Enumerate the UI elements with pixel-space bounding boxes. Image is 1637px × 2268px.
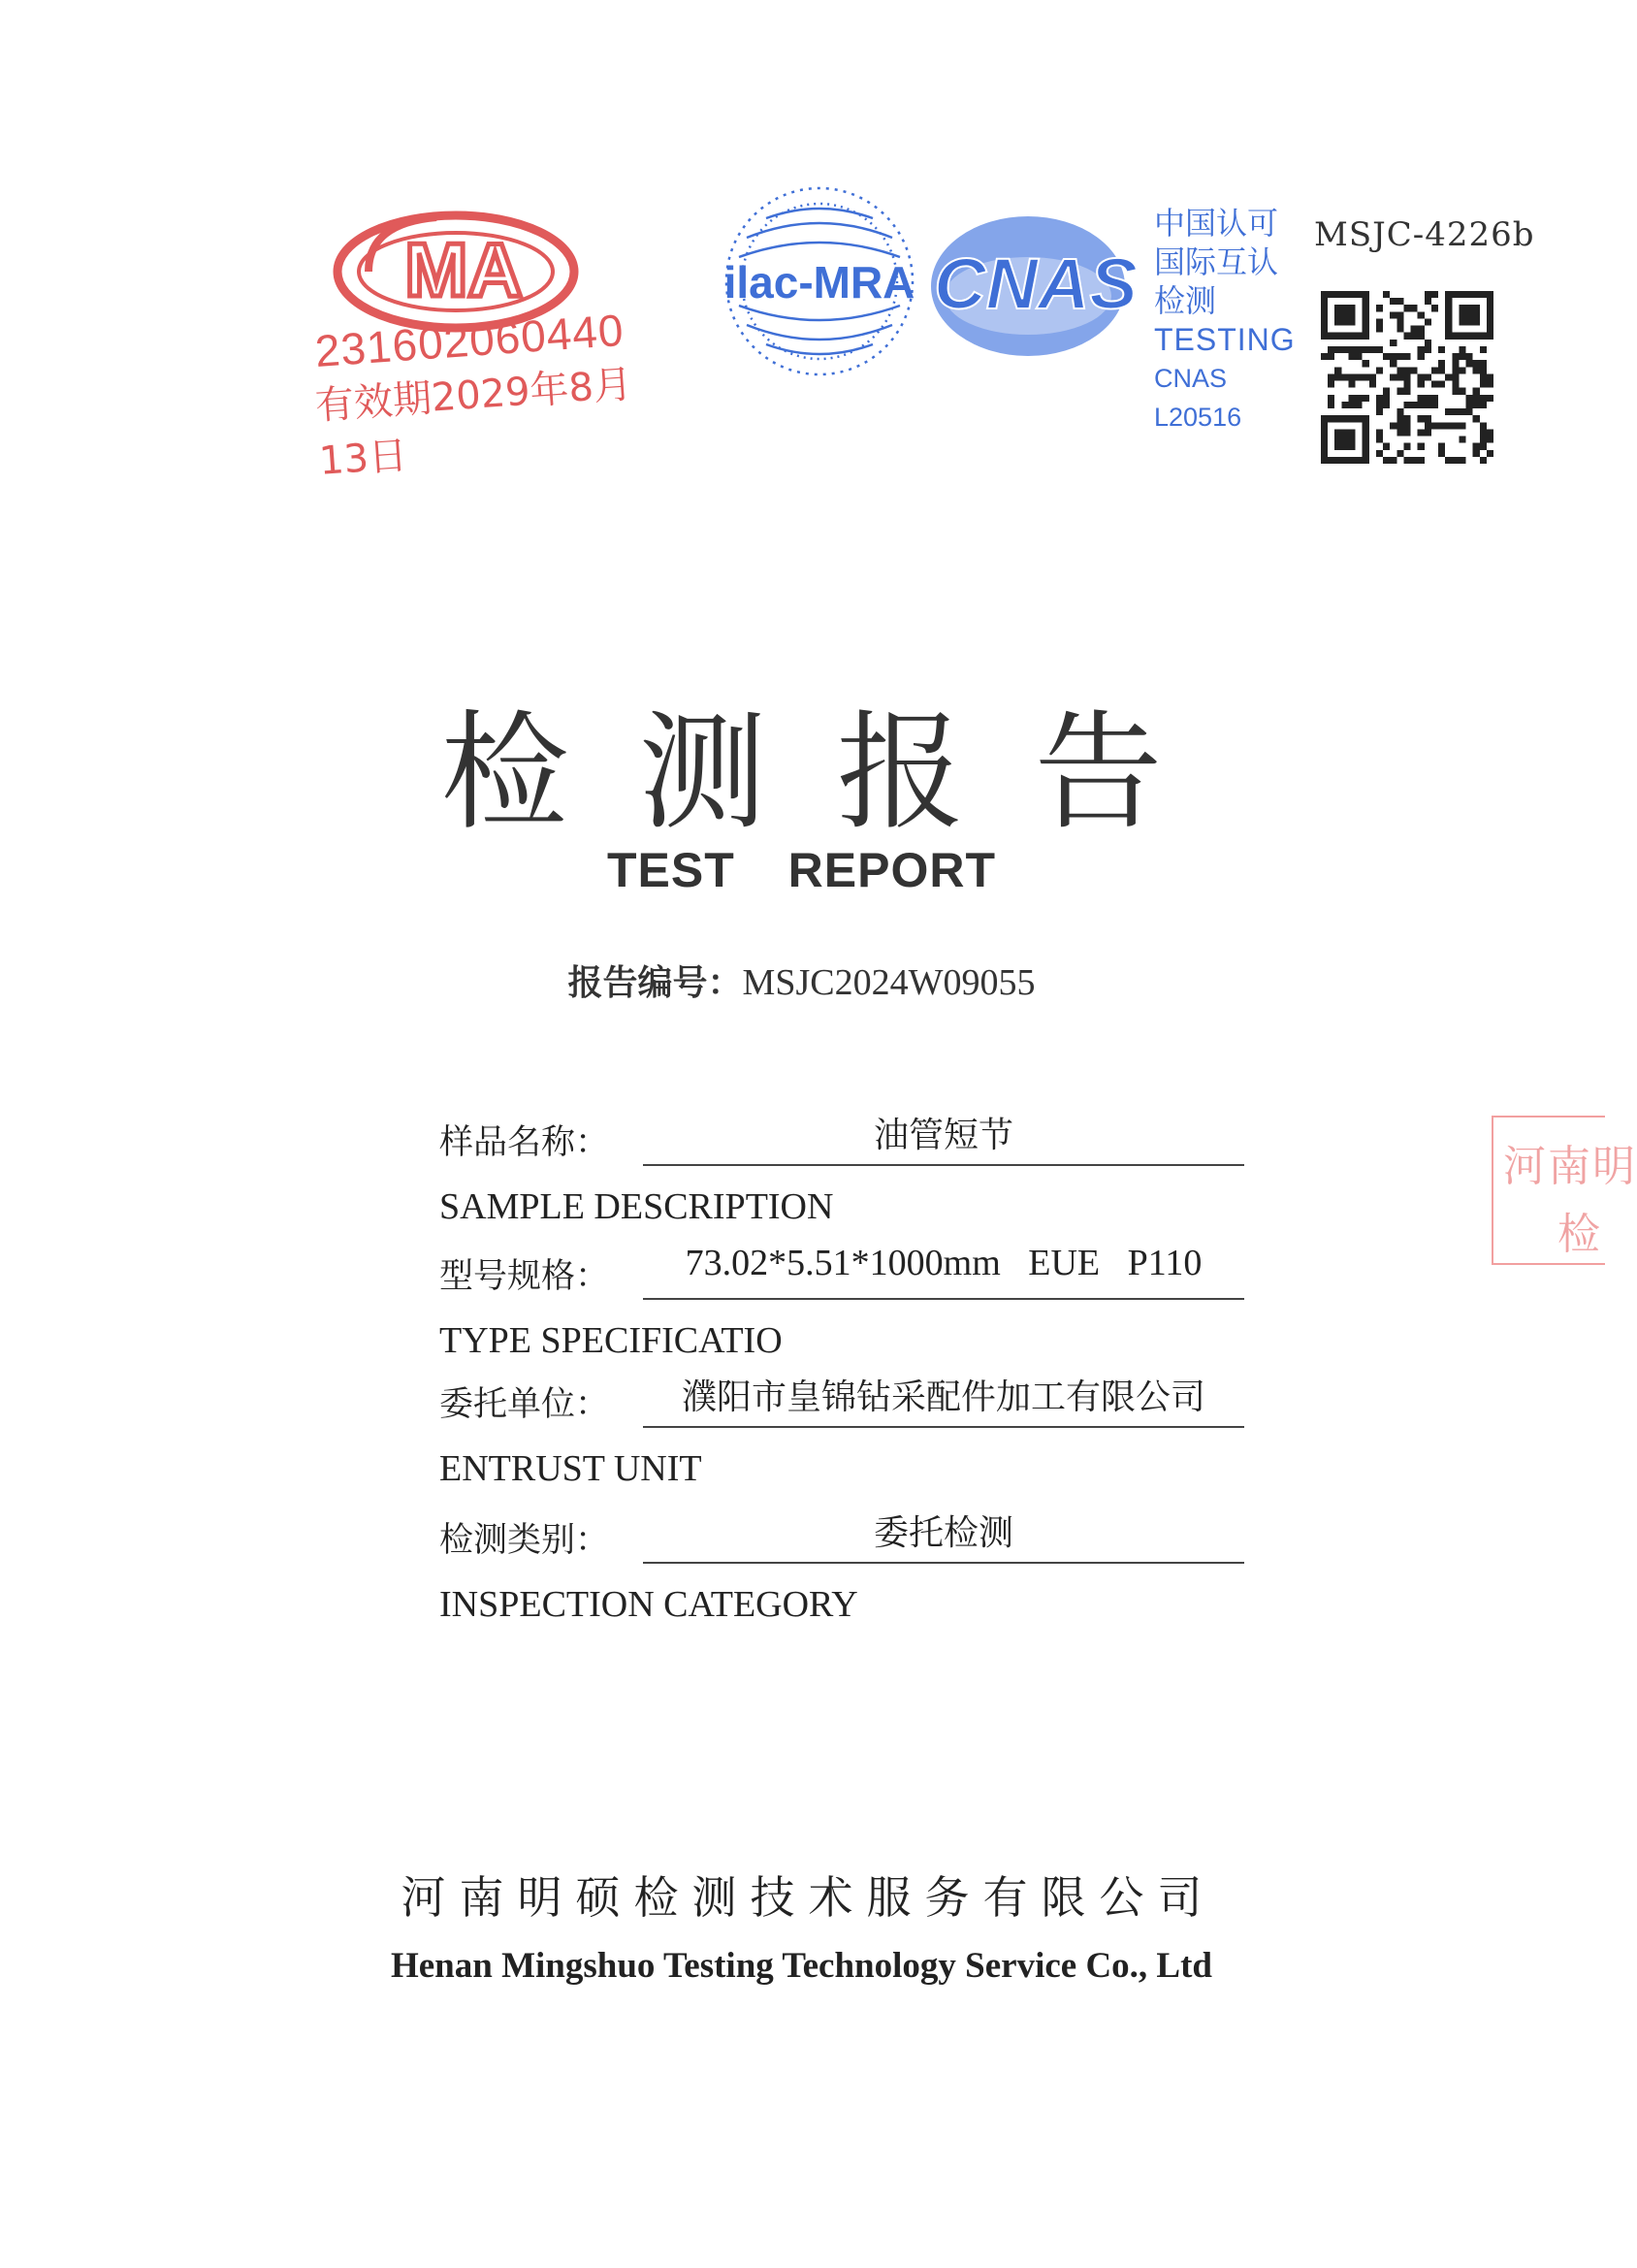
- field-value: 委托检测: [873, 1513, 1013, 1553]
- report-number-label: 报告编号：: [567, 963, 743, 1003]
- cnas-accreditation-text: [1154, 204, 1300, 437]
- cnas-emblem-icon: [921, 204, 1144, 369]
- cnas-line-1: 中国认可: [1154, 205, 1279, 242]
- seam-seal-stamp: [1492, 1116, 1637, 1265]
- report-number-value: MSJC2024W09055: [742, 962, 1036, 1003]
- field-label-cn: 样品名称：: [439, 1123, 610, 1162]
- cma-number: 231602060440: [313, 304, 626, 376]
- cnas-line-4: TESTING: [1154, 322, 1296, 357]
- field-underline: [643, 1298, 1244, 1300]
- field-label-cn: 委托单位：: [439, 1385, 610, 1424]
- cnas-logo: [921, 204, 1144, 369]
- field-underline: [643, 1164, 1244, 1166]
- field-underline: [643, 1426, 1244, 1428]
- seam-seal-line-1: 河南明: [1503, 1142, 1637, 1191]
- field-underline: [643, 1562, 1244, 1564]
- form-code: MSJC-4226b: [1314, 215, 1535, 254]
- field-value: 濮阳市皇锦钻采配件加工有限公司: [681, 1377, 1205, 1417]
- ilac-globe-icon: [718, 179, 921, 383]
- field-value: 油管短节: [873, 1116, 1013, 1155]
- company-name-cn: 河南明硕检测技术服务有限公司: [401, 1871, 1216, 1924]
- ilac-logo-text: ilac-MRA: [723, 257, 915, 308]
- cma-mark: [313, 199, 635, 484]
- ilac-mra-logo: [718, 179, 921, 383]
- cnas-line-3: 检测: [1154, 282, 1217, 319]
- cnas-logo-text: CNAS: [934, 243, 1138, 324]
- cma-validity: 有效期2029年8月13日: [313, 362, 634, 484]
- cnas-line-2: 国际互认: [1154, 243, 1279, 280]
- field-value: 73.02*5.51*1000mm EUE P110: [685, 1243, 1203, 1283]
- qr-code-icon[interactable]: [1321, 291, 1493, 464]
- field-label-cn: 检测类别：: [439, 1521, 610, 1560]
- field-label-en: ENTRUST UNIT: [439, 1448, 702, 1489]
- field-label-cn: 型号规格：: [439, 1257, 610, 1296]
- qr-code-graphic: [1321, 291, 1493, 464]
- report-title-cn: 检测报告: [440, 698, 1233, 848]
- seam-seal-line-2: 检: [1557, 1210, 1600, 1259]
- company-name-en: Henan Mingshuo Testing Technology Service Co., Ltd: [390, 1946, 1213, 1986]
- report-number: [0, 956, 1603, 1005]
- cnas-code: CNAS L20516: [1154, 364, 1242, 432]
- field-label-en: INSPECTION CATEGORY: [439, 1584, 858, 1625]
- field-label-en: TYPE SPECIFICATIO: [439, 1320, 783, 1361]
- report-title-en: TEST REPORT: [606, 843, 997, 897]
- cma-logo-text: MA: [404, 227, 523, 312]
- field-label-en: SAMPLE DESCRIPTION: [439, 1186, 834, 1227]
